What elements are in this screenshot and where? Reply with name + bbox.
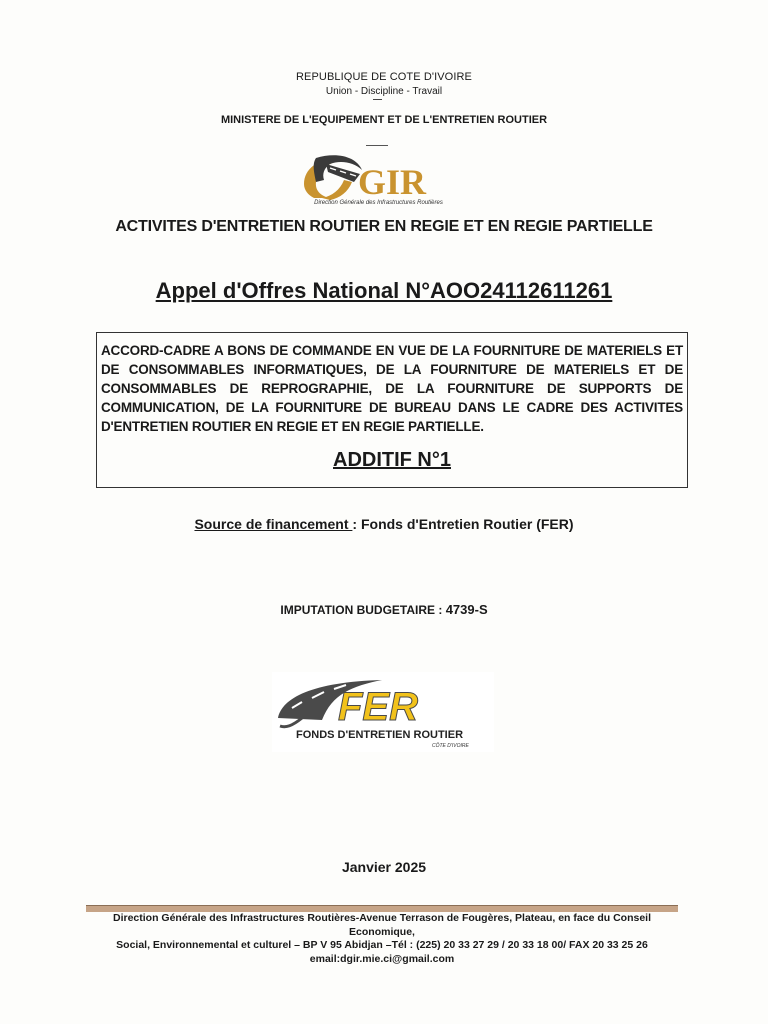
dgir-logo-text: GIR [358,162,427,202]
imputation-budgetaire [0,602,768,617]
dgir-tagline: Direction Générale des Infrastructures Routières [314,200,443,206]
additif-title: ADDITIF N°1 [333,449,451,471]
fer-logo-name: FONDS D'ENTRETIEN ROUTIER [296,729,464,741]
ministere-heading: MINISTERE DE L'EQUIPEMENT ET DE L'ENTRETIEN ROUTIER [220,114,548,126]
separator [373,99,382,100]
republique-heading: REPUBLIQUE DE COTE D'IVOIRE [296,71,472,83]
footer-email: email:dgir.mie.ci@gmail.com [309,952,455,965]
activites-title: ACTIVITES D'ENTRETIEN ROUTIER EN REGIE ET EN REGIE PARTIELLE [115,218,653,235]
devise: Union - Discipline - Travail [325,86,443,97]
fer-logo-country: CÔTE D'IVOIRE [432,743,469,749]
dgir-road-emblem [304,155,362,200]
objet-box [96,332,688,488]
footer-address [86,912,678,966]
source-financement [0,516,768,532]
imputation-code: 4739-S [445,602,488,617]
separator [366,145,388,146]
source-financement-label: Source de financement [194,516,353,532]
footer-line: Direction Générale des Infrastructures Routières-Avenue Terrason de Fougères, Plateau, en face du Conseil Economique, [113,912,651,938]
footer-line: Social, Environnemental et culturel – BP V 95 Abidjan –Tél : (225) 20 33 27 29 / 20 33 18 00/ FAX 20 33 25 26 [116,939,648,951]
objet-description: ACCORD-CADRE A BONS DE COMMANDE EN VUE DE LA FOURNITURE DE MATERIELS ET DE CONSOMMABLES INFORMATIQUES, DE LA FOURNITURE DE MATERIELS ET DE CONSOMMABLES DE REPROGRAPHIE, DE LA FOURNITURE DE SUPPORTS DE COMMUNICATION, DE LA FOURNITURE DE BUREAU DANS LE CADRE DES ACTIVITES D'ENTRETIEN ROUTIER EN REGIE ET EN REGIE PARTIELLE. [101,343,683,434]
footer-rule [86,905,678,912]
fer-logo-text: FER [338,685,418,729]
appel-offres-title: Appel d'Offres National N°AOO24112611261 [155,278,613,303]
source-financement-colon: : [352,516,361,532]
document-date: Janvier 2025 [341,859,427,875]
imputation-label: IMPUTATION BUDGETAIRE : [280,603,446,617]
fer-logo [272,672,494,752]
source-financement-value: Fonds d'Entretien Routier (FER) [360,516,574,532]
